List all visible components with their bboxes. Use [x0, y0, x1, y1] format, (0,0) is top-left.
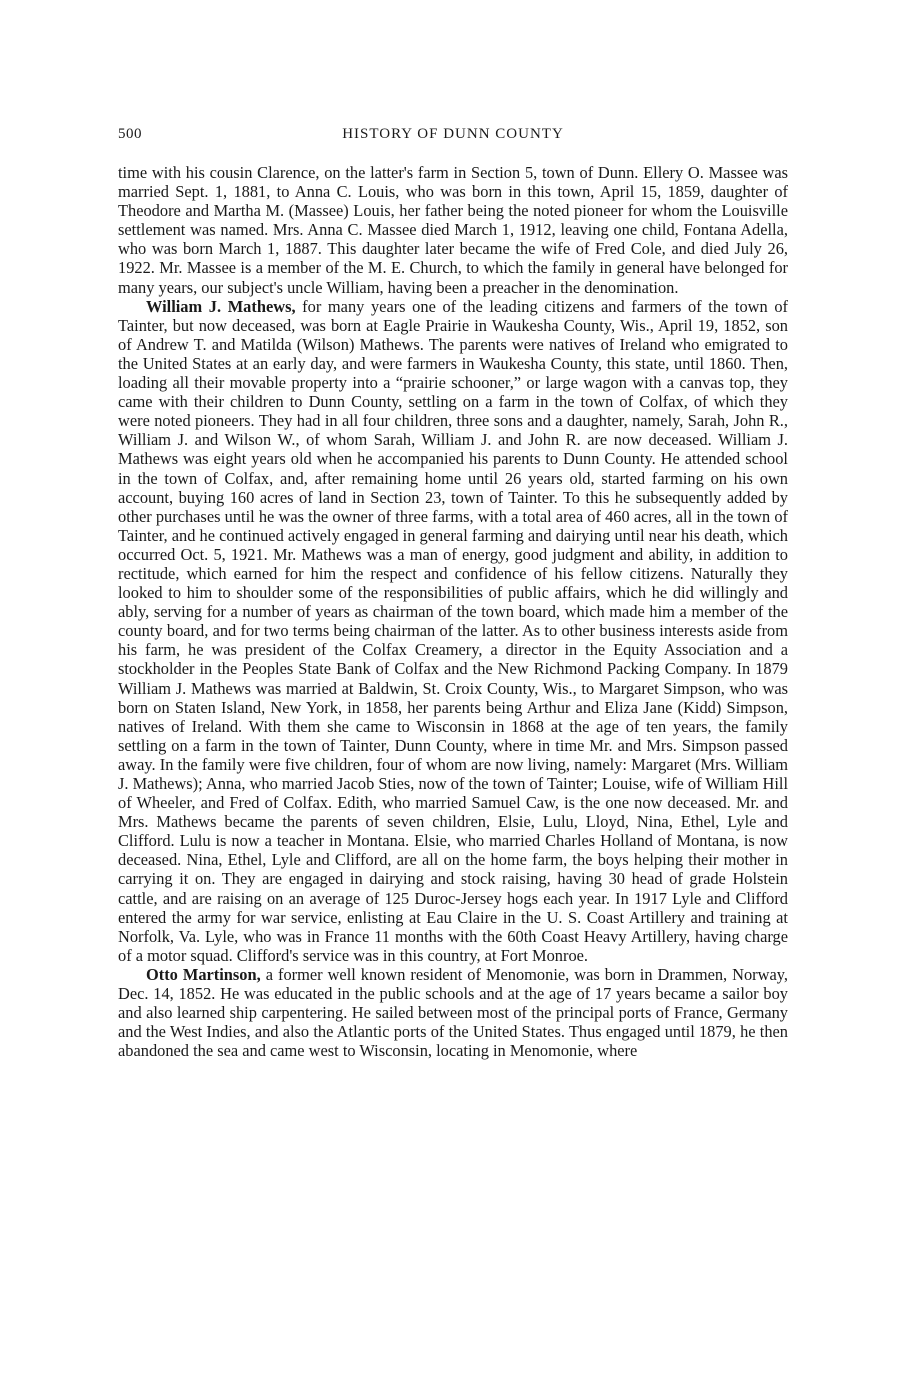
paragraph-continuation: [118, 163, 788, 297]
paragraph-otto-martinson: [118, 965, 788, 1060]
paragraph-text: for many years one of the leading citizens and farmers of the town of Tainter, but now deceased, was born at Eagle Prairie in Waukesha County, Wis., April 19, 1852, son of Andrew T. and Matilda (Wilson) Mathews. The parents were natives of Ireland who emigrated to the United States at an early day, and were farmers in Waukesha County, this state, until 1860. Then, loading all their movable property into a “prairie schooner,” or large wagon with a canvas top, they came with their children to Dunn County, settling on a farm in the town of Colfax, of which they were noted pioneers. They had in all four children, three sons and a daughter, namely, Sarah, John R., William J. and Wilson W., of whom Sarah, William J. and John R. are now deceased. William J. Mathews was eight years old when he accompanied his parents to Dunn County. He attended school in the town of Colfax, and, after remaining home until 26 years old, started farming on his own account, buying 160 acres of land in Section 23, town of Tainter. To this he subsequently added by other purchases until he was the owner of three farms, with a total area of 460 acres, all in the town of Tainter, and he continued actively engaged in general farming and dairying until near his death, which occurred Oct. 5, 1921. Mr. Mathews was a man of energy, good judgment and ability, in addition to rectitude, which earned for him the respect and confidence of his fellow citizens. Naturally they looked to him to shoulder some of the responsibilities of public affairs, which he did willingly and ably, serving for a number of years as chairman of the town board, which made him a member of the county board, and for two terms being chairman of the latter. As to other business interests aside from his farm, he was president of the Colfax Creamery, a director in the Equity Association and a stockholder in the Peoples State Bank of Colfax and the New Richmond Packing Company. In 1879 William J. Mathews was married at Baldwin, St. Croix County, Wis., to Margaret Simpson, who was born on Staten Island, New York, in 1858, her parents being Arthur and Eliza Jane (Kidd) Simpson, natives of Ireland. With them she came to Wisconsin in 1868 at the age of ten years, the family settling on a farm in the town of Tainter, Dunn County, where in time Mr. and Mrs. Simpson passed away. In the family were five children, four of whom are now living, namely: Margaret (Mrs. William J. Mathews); Anna, who married Jacob Sties, now of the town of Tainter; Louise, wife of William Hill of Wheeler, and Fred of Colfax. Edith, who married Samuel Caw, is the one now deceased. Mr. and Mrs. Mathews became the parents of seven children, Elsie, Lulu, Lloyd, Nina, Ethel, Lyle and Clifford. Lulu is now a teacher in Montana. Elsie, who married Charles Holland of Montana, is now deceased. Nina, Ethel, Lyle and Clifford, are all on the home farm, the boys helping their mother in carrying it on. They are engaged in dairying and stock raising, having 30 head of grade Holstein cattle, and are raising on an average of 125 Duroc-Jersey hogs each year. In 1917 Lyle and Clifford entered the army for war service, enlisting at Eau Claire in the U. S. Coast Artillery and training at Norfolk, Va. Lyle, who was in France 11 months with the 60th Coast Heavy Artillery, having charge of a motor squad. Clifford's service was in this country, at Fort Monroe.: [118, 296, 788, 965]
paragraph-text: time with his cousin Clarence, on the latter's farm in Section 5, town of Dunn. Ellery O. Massee was married Sept. 1, 1881, to Anna C. Louis, who was born in this town, April 15, 1859, daughter of Theodore and Martha M. (Massee) Louis, her father being the noted pioneer for whom the Louisville settlement was named. Mrs. Anna C. Massee died March 1, 1912, leaving one child, Fontana Adella, who was born March 1, 1887. This daughter later became the wife of Fred Cole, and died July 26, 1922. Mr. Massee is a member of the M. E. Church, to which the family in general have belonged for many years, our subject's uncle William, having been a preacher in the denomination.: [118, 163, 788, 297]
running-title: HISTORY OF DUNN COUNTY: [342, 126, 564, 142]
page-number: 500: [118, 126, 142, 142]
paragraph-william-j-mathews: [118, 297, 788, 965]
paragraph-text: a former well known resident of Menomonie, was born in Drammen, Norway, Dec. 14, 1852. He was educated in the public schools and at the age of 17 years became a sailor boy and also learned ship carpentering. He sailed between most of the principal ports of France, Germany and the West Indies, and also the Atlantic ports of the United States. Thus engaged until 1879, he then abandoned the sea and came west to Wisconsin, locating in Menomonie, where: [118, 964, 788, 1061]
document-page: [118, 126, 788, 1060]
body-text: [118, 163, 788, 1060]
page-header: [118, 126, 788, 146]
biography-name: Otto Martinson,: [146, 964, 261, 984]
biography-name: William J. Mathews,: [146, 296, 296, 316]
